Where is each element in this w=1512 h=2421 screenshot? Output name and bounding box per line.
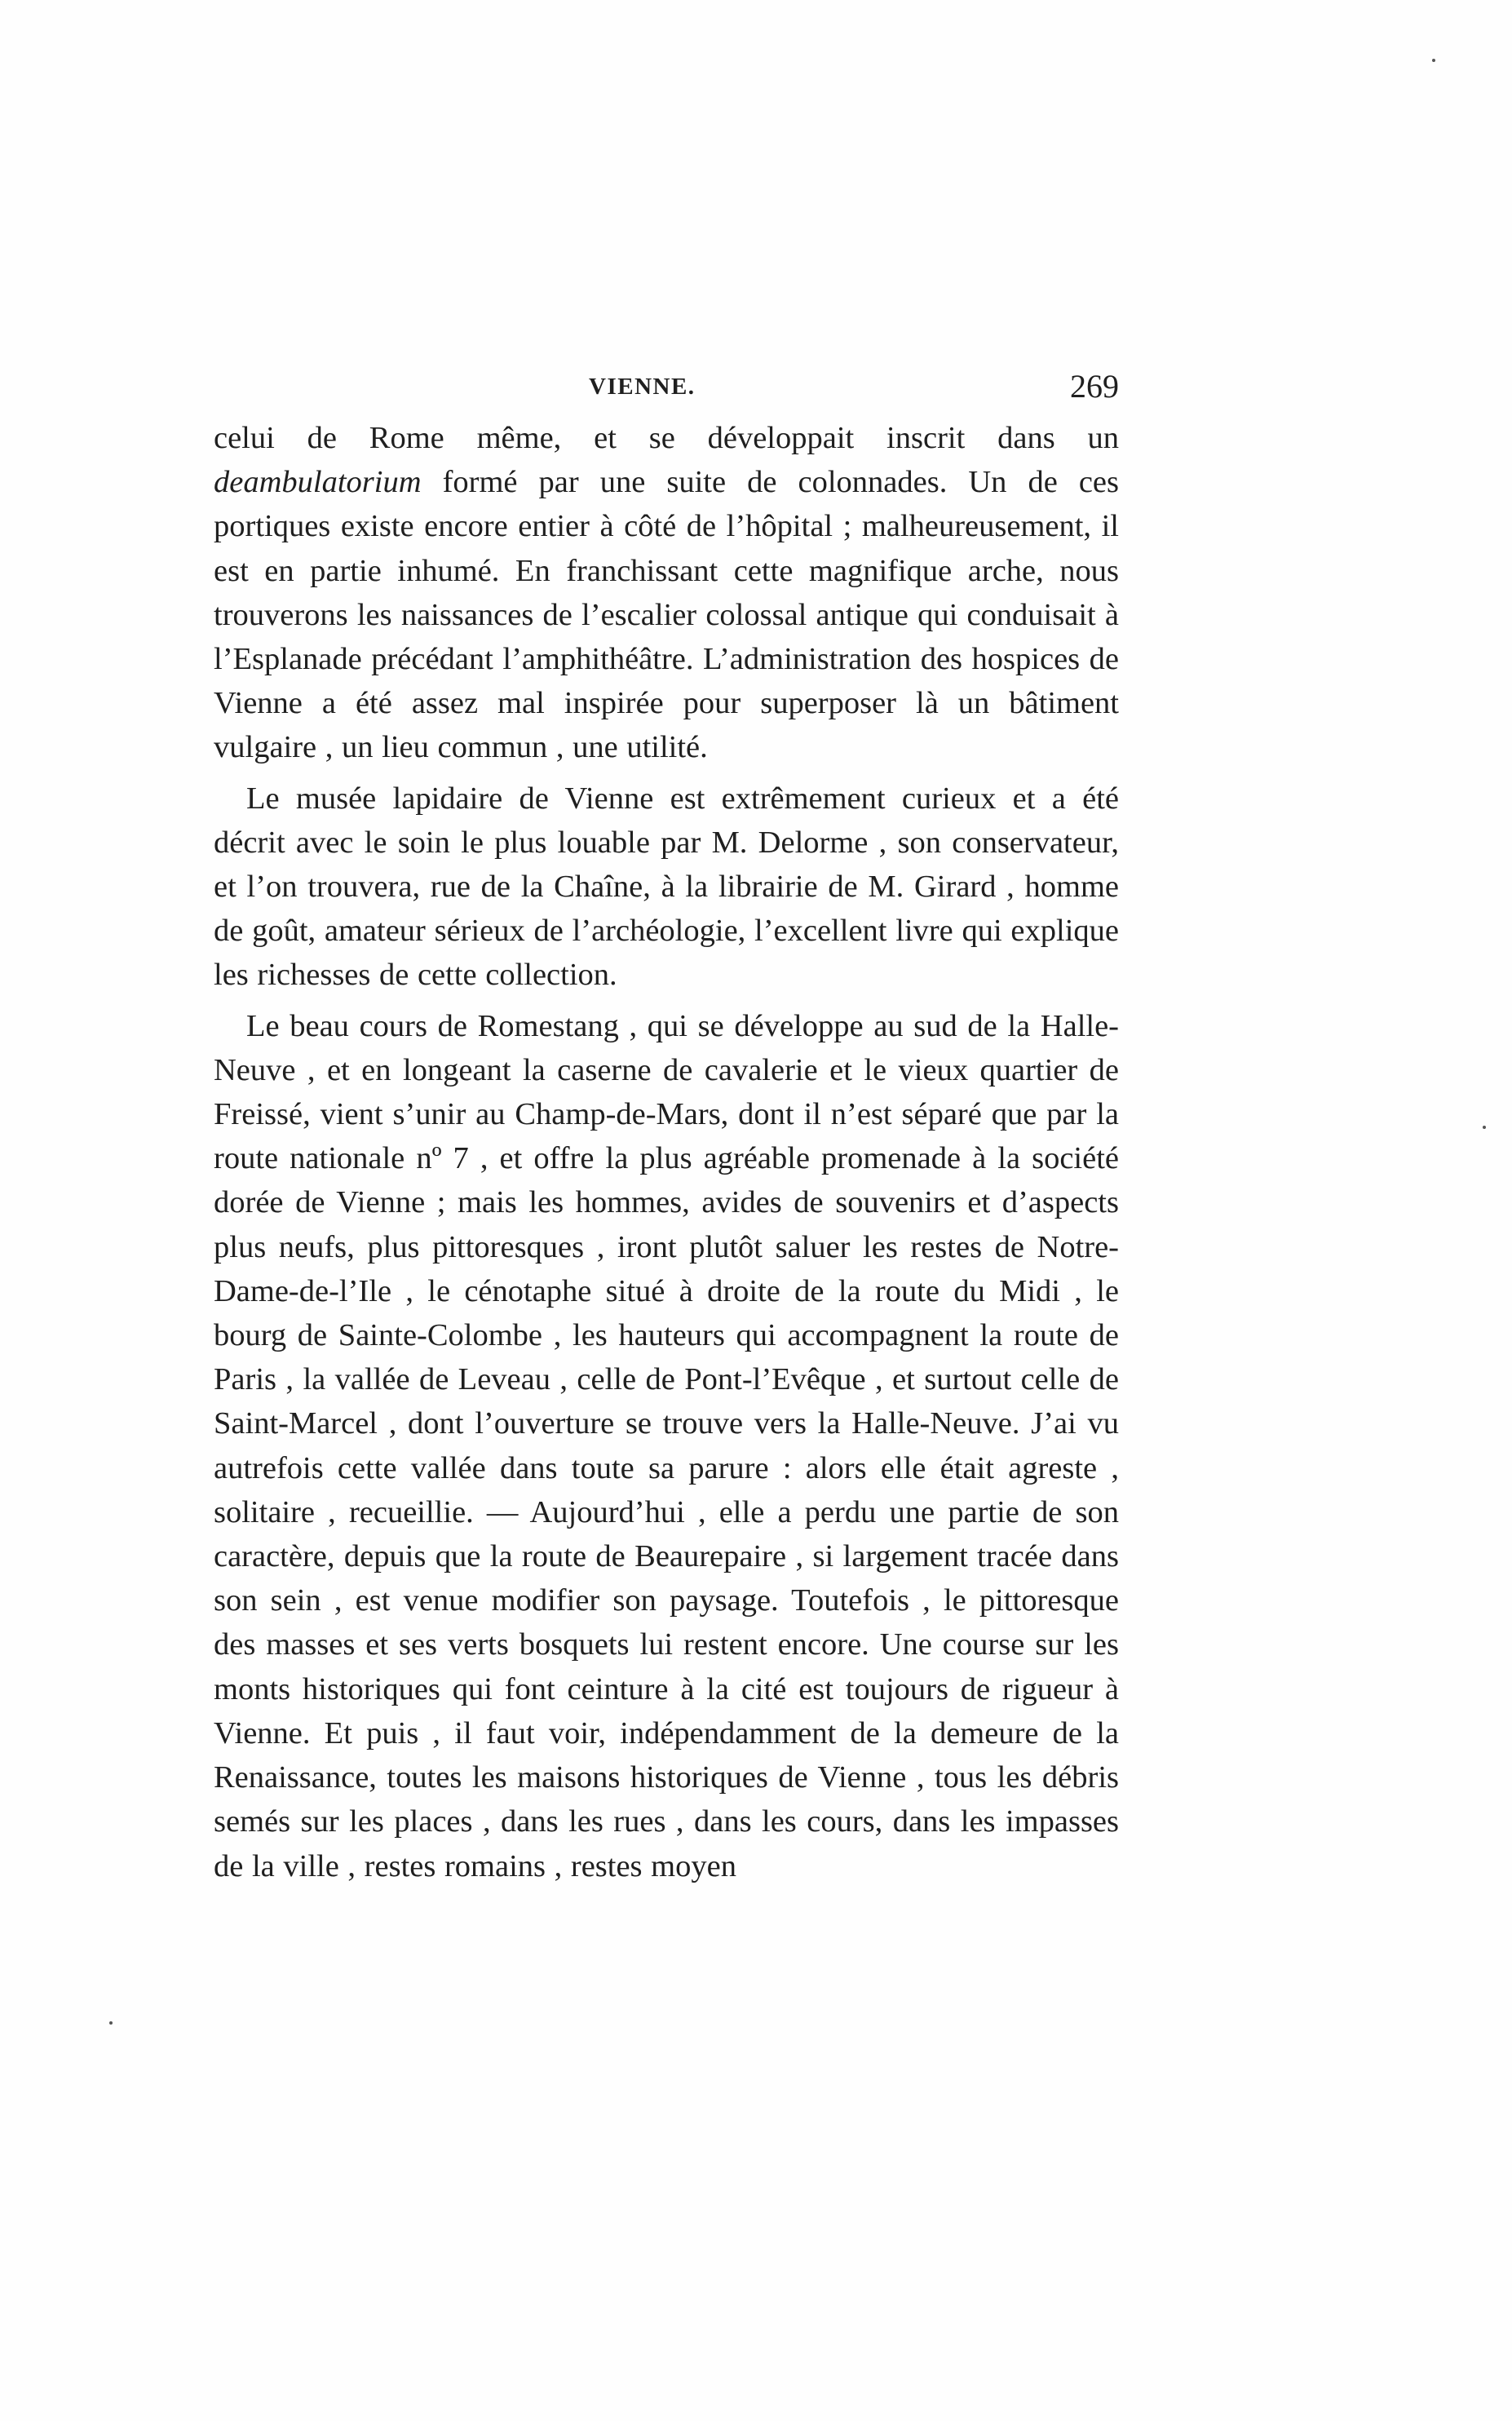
running-header bbox=[214, 367, 1119, 413]
paragraph-1-text-end: formé par une suite de colonnades. Un de ces portiques existe encore entier à côté de l’hôpital ; malheureusement, il est en partie inhumé. En franchissant cette magnifique arche, nous trouverons les naissances de l’escalier colossal antique qui conduisait à l’Esplanade précédant l’amphithéâtre. L’administration des hospices de Vienne a été assez mal inspirée pour superposer là un bâtiment vulgaire , un lieu commun , une utilité. bbox=[214, 465, 1119, 765]
paragraph-1 bbox=[214, 416, 1119, 770]
body-text bbox=[214, 416, 1119, 1888]
running-title: VIENNE. bbox=[589, 374, 696, 400]
paragraph-1-text-start: celui de Rome même, et se développait inscrit dans un bbox=[214, 421, 1119, 455]
print-speck bbox=[1432, 59, 1435, 62]
paragraph-2: Le musée lapidaire de Vienne est extrêmement curieux et a été décrit avec le soin le plus louable par M. Delorme , son conservateur, et l’on trouvera, rue de la Chaîne, à la librairie de M. Girard , homme de goût, amateur sérieux de l’archéologie, l’excellent livre qui explique les richesses de cette collection. bbox=[214, 781, 1119, 993]
print-speck bbox=[1483, 1126, 1486, 1129]
italic-term: deambulatorium bbox=[214, 465, 422, 500]
paragraph-3: Le beau cours de Romestang , qui se développe au sud de la Halle-Neuve , et en longeant la caserne de cavalerie et le vieux quartier de Freissé, vient s’unir au Champ-de-Mars, dont il n’est séparé que par la route nationale nº 7 , et offre la plus agréable promenade à la société dorée de Vienne ; mais les hommes, avides de souvenirs et d’aspects plus neufs, plus pittoresques , iront plutôt saluer les restes de Notre-Dame-de-l’Ile , le cénotaphe situé à droite de la route du Midi , le bourg de Sainte-Colombe , les hauteurs qui accompagnent la route de Paris , la vallée de Leveau , celle de Pont-l’Evêque , et surtout celle de Saint-Marcel , dont l’ouverture se trouve vers la Halle-Neuve. J’ai vu autrefois cette vallée dans toute sa parure : alors elle était agreste , solitaire , recueillie. — Aujourd’hui , elle a perdu une partie de son caractère, depuis que la route de Beaurepaire , si largement tracée dans son sein , est venue modifier son paysage. Toutefois , le pittoresque des masses et ses verts bosquets lui restent encore. Une course sur les monts historiques qui font ceinture à la cité est toujours de rigueur à Vienne. Et puis , il faut voir, indépendamment de la demeure de la Renaissance, toutes les maisons historiques de Vienne , tous les débris semés sur les places , dans les rues , dans les cours, dans les impasses de la ville , restes romains , restes moyen bbox=[214, 1008, 1119, 1883]
page-number: 269 bbox=[1070, 368, 1119, 405]
print-speck bbox=[109, 2021, 113, 2025]
